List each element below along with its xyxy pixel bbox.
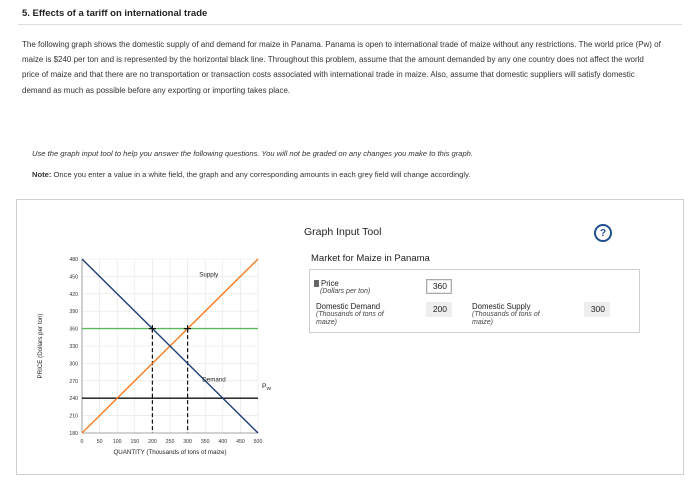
x-tick-label: 400 [218, 439, 228, 445]
market-title: Market for Maize in Panama [311, 253, 430, 264]
y-tick-label: 360 [69, 326, 78, 333]
x-tick-label: 500 [253, 439, 263, 445]
y-tick-label: 240 [69, 396, 78, 403]
note-text [32, 170, 470, 179]
x-tick-label: 100 [112, 439, 122, 445]
y-axis-title: PRICE (Dollars per ton) [37, 313, 44, 379]
section-heading: 5. Effects of a tariff on international trade [22, 8, 208, 19]
x-tick-label: 0 [80, 439, 84, 445]
heading-divider [18, 24, 682, 25]
graph-hint: Use the graph input tool to help you answer the following questions. You will not be graded on any changes you make to this graph. [32, 149, 474, 158]
price-input[interactable]: 360 [426, 279, 452, 294]
domestic-demand-value: 200 [426, 302, 452, 317]
note-body: Once you enter a value in a white field, the graph and any corresponding amounts in each grey field will change accordingly. [51, 170, 471, 179]
x-tick-label: 350 [200, 439, 210, 445]
price-units: (Dollars per ton) [320, 288, 371, 295]
y-tick-label: 210 [69, 413, 78, 420]
supply-demand-chart[interactable] [20, 245, 280, 465]
domestic-supply-value: 300 [584, 302, 610, 317]
problem-description: The following graph shows the domestic supply of and demand for maize in Panama. Panama is open to international trade of maize without any restrictions. The world price (Pᴡ) of maize is $240 per ton and is represented by the horizontal black line. Throughout this problem, assume that the amount demanded by any one country does not affect the world price of maize and that there are no transportation or transaction costs associated with international trade in maize. Also, assume that domestic suppliers will satisfy domestic demand as much as possible before any exporting or importing takes place. [22, 40, 661, 95]
x-tick-label: 50 [96, 439, 103, 445]
domestic-supply-units: (Thousands of tons of maize) [472, 311, 540, 326]
x-axis-title: QUANTITY (Thousands of tons of maize) [113, 449, 227, 456]
y-tick-label: 330 [69, 344, 78, 350]
x-tick-label: 450 [236, 439, 245, 445]
supply-curve-label: Supply [199, 271, 219, 279]
y-tick-label: 390 [69, 309, 78, 316]
price-swatch-icon [314, 280, 319, 287]
demand-curve-label: Demand [202, 376, 226, 384]
y-tick-label: 450 [69, 274, 78, 281]
x-tick-label: 300 [183, 439, 192, 445]
x-tick-label: 250 [165, 439, 175, 445]
domestic-supply-label: Domestic Supply [472, 302, 531, 311]
y-tick-label: 480 [69, 257, 78, 263]
y-tick-label: 420 [69, 291, 78, 298]
help-icon[interactable]: ? [594, 224, 612, 242]
world-price-label: $P_W$ [262, 383, 272, 393]
graph-input-tool-title: Graph Input Tool [304, 226, 382, 238]
domestic-demand-label: Domestic Demand [316, 302, 381, 311]
price-label: Price [314, 279, 339, 288]
x-tick-label: 200 [148, 439, 157, 445]
note-label: Note: [32, 170, 52, 179]
y-tick-label: 270 [69, 378, 78, 385]
y-tick-label: 300 [69, 361, 78, 368]
x-tick-label: 150 [130, 439, 140, 445]
y-tick-label: 180 [69, 431, 78, 437]
domestic-demand-units: (Thousands of tons of maize) [316, 311, 384, 326]
